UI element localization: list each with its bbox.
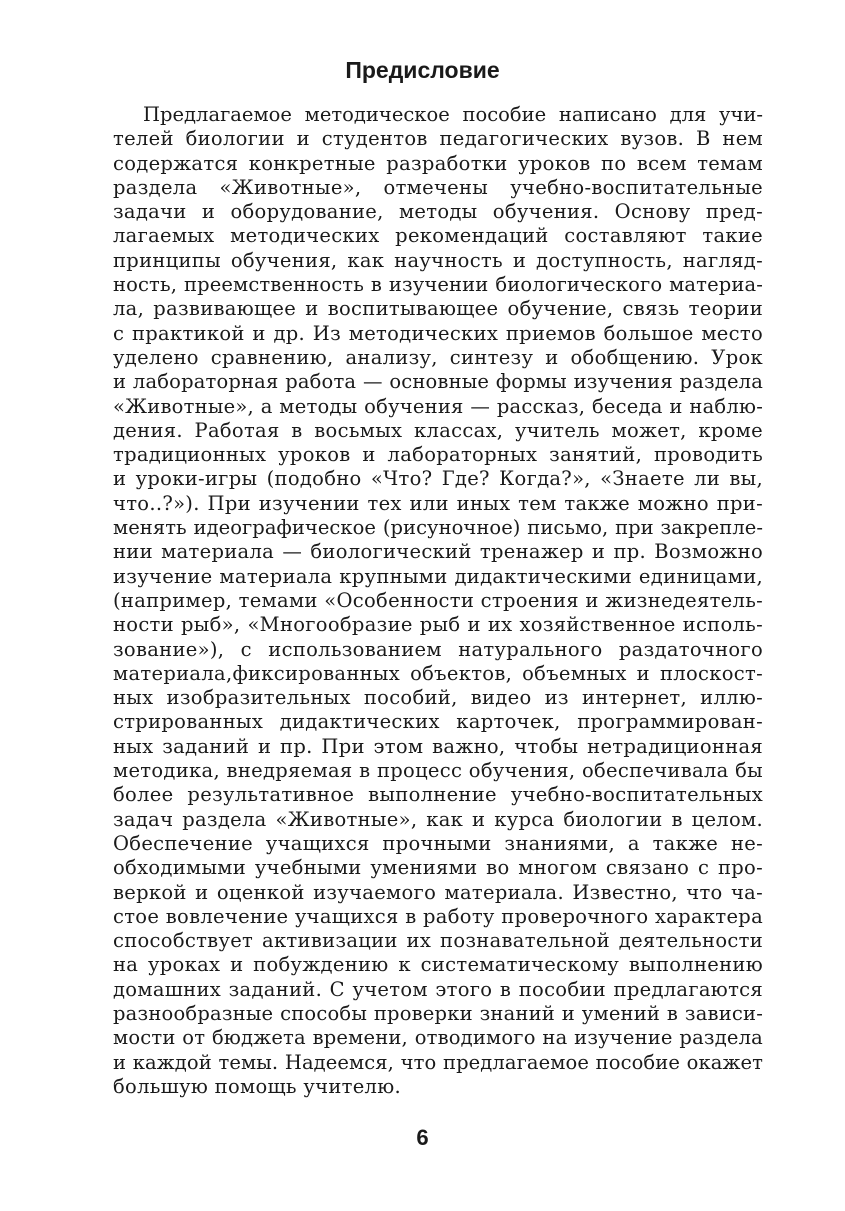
page-number: 6 [416,1125,429,1150]
text-line: «Животные», а методы обучения — рассказ, беседа и наблю- [113,394,763,418]
text-line: на уроках и побуждению к систематическому выполнению [113,953,763,977]
text-line: ности рыб», «Многообразие рыб и их хозяйственное исполь- [113,613,763,637]
text-line: раздела «Животные», отмечены учебно-воспитательные [113,175,763,199]
text-line: дения. Работая в восьмых классах, учитель может, кроме [113,418,763,442]
text-line: ность, преемственность в изучении биологического материа- [113,273,763,297]
text-line: с практикой и др. Из методических приемов большое место [113,321,763,345]
text-line: принципы обучения, как научность и доступность, нагляд- [113,248,763,272]
text-line: обходимыми учебными умениями во многом связано с про- [113,856,763,880]
text-line: материала,фиксированных объектов, объемных и плоскост- [113,661,763,685]
text-line: мости от бюджета времени, отводимого на изучение раздела [113,1026,763,1050]
preface-paragraph [113,103,763,1099]
text-line: задач раздела «Животные», как и курса биологии в целом. [113,807,763,831]
text-line: лагаемых методических рекомендаций составляют такие [113,224,763,248]
text-line: и лабораторная работа — основные формы изучения раздела [113,370,763,394]
text-line: Обеспечение учащихся прочными знаниями, а также не- [113,831,763,855]
text-line: менять идеографическое (рисуночное) письмо, при закрепле- [113,516,763,540]
page-title: Предисловие [345,57,500,83]
text-line: и каждой темы. Надеемся, что предлагаемое пособие окажет [113,1050,763,1074]
text-line: Предлагаемое методическое пособие написано для учи- [143,103,763,126]
text-line: стое вовлечение учащихся в работу проверочного характера [113,904,763,928]
text-line: разнообразные способы проверки знаний и умений в зависи- [113,1001,763,1025]
text-line: содержатся конкретные разработки уроков по всем темам [113,151,763,175]
text-line: домашних заданий. С учетом этого в пособии предлагаются [113,977,763,1001]
text-line: более результативное выполнение учебно-воспитательных [113,783,763,807]
text-line: веркой и оценкой изучаемого материала. Известно, что ча- [113,880,763,904]
text-line: традиционных уроков и лабораторных занятий, проводить [113,443,763,467]
text-line: методика, внедряемая в процесс обучения, обеспечивала бы [113,759,763,783]
text-line: зование»), с использованием натурального раздаточного [113,637,763,661]
text-line: ных заданий и пр. При этом важно, чтобы нетрадиционная [113,734,763,758]
text-line: уделено сравнению, анализу, синтезу и обобщению. Урок [113,345,763,369]
text-line: задачи и оборудование, методы обучения. Основу пред- [113,200,763,224]
text-line: телей биологии и студентов педагогических вузов. В нем [113,127,763,151]
text-line: ных изобразительных пособий, видео из интернет, иллю- [113,686,763,710]
text-line: и уроки-игры (подобно «Что? Где? Когда?», «Знаете ли вы, [113,467,763,491]
text-line: (например, темами «Особенности строения и жизнедеятель- [113,588,763,612]
text-line: способствует активизации их познавательной деятельности [113,929,763,953]
text-line: нии материала — биологический тренажер и пр. Возможно [113,540,763,564]
text-line: изучение материала крупными дидактическими единицами, [113,564,763,588]
text-line: что..?»). При изучении тех или иных тем также можно при- [113,491,763,515]
text-line: большую помощь учителю. [113,1074,402,1098]
text-line: стрированных дидактических карточек, программирован- [113,710,763,734]
text-line: ла, развивающее и воспитывающее обучение, связь теории [113,297,763,321]
